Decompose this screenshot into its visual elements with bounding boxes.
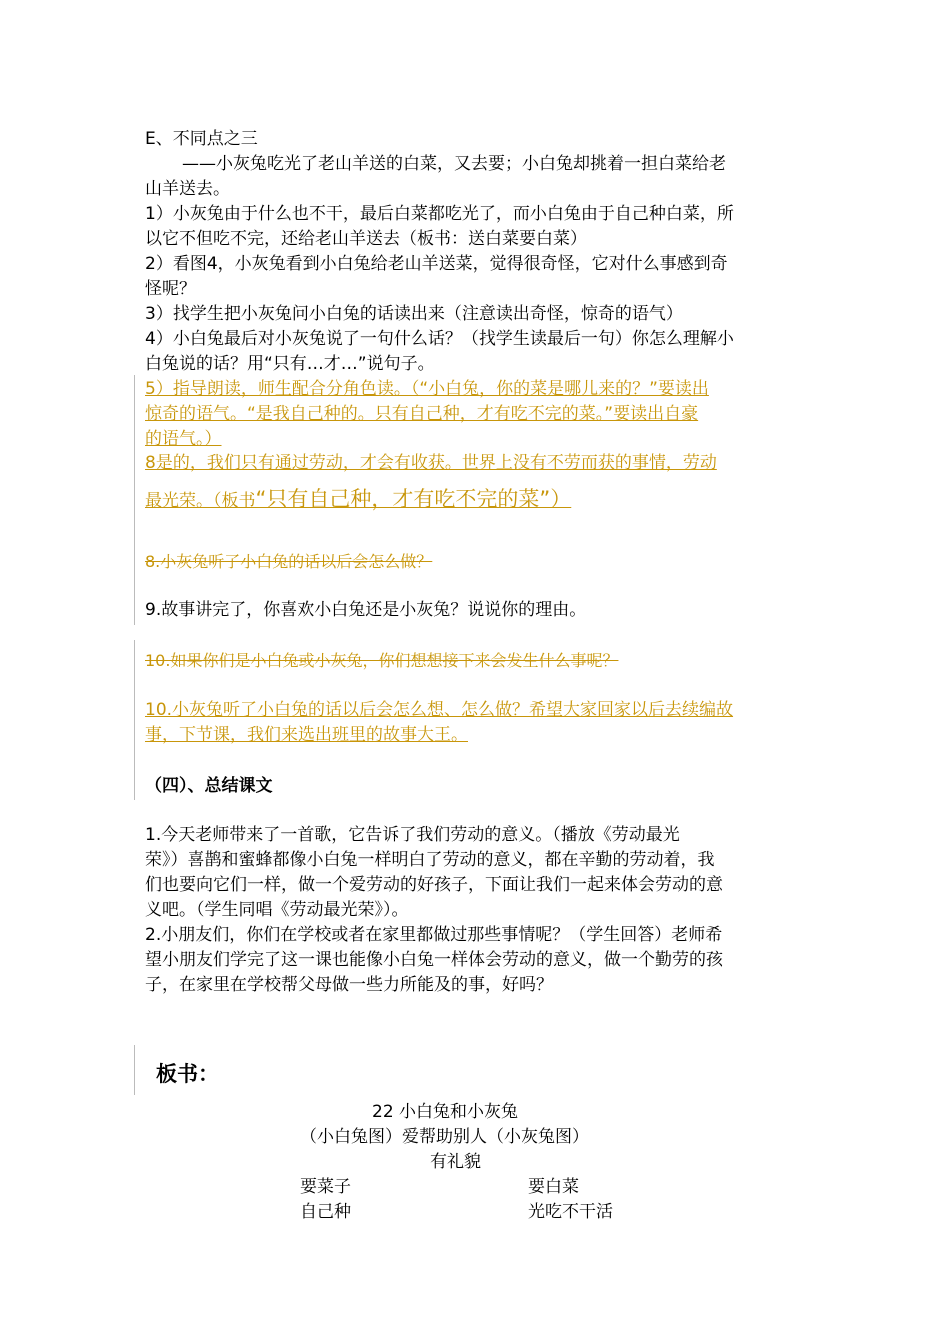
summary-p2-line2: 望小朋友们学完了这一课也能像小白兔一样体会劳动的意义，做一个勤劳的孩 (145, 950, 723, 970)
section-e-intro-line2: 山羊送去。 (145, 179, 230, 199)
item4-line1: 4）小白兔最后对小灰兔说了一句什么话？（找学生读最后一句）你怎么理解小 (145, 329, 734, 349)
item8-deleted: 8.小灰兔听了小白兔的话以后会怎么做？ (145, 552, 433, 571)
item9: 9.故事讲完了，你喜欢小白兔还是小灰兔？说说你的理由。 (145, 600, 587, 620)
section-four-heading: （四）、总结课文 (145, 776, 273, 796)
item5-line3: 的语气。） (145, 429, 222, 449)
item8a-line1: 8是的，我们只有通过劳动，才会有收获。世界上没有不劳而获的事情，劳动 (145, 453, 717, 473)
item10-deleted: 10.如果你们是小白兔或小灰兔，你们想想接下来会发生什么事呢？ (145, 651, 619, 670)
item4-line2: 白兔说的话？用“只有…才…”说句子。 (145, 354, 435, 374)
board-left1: 要菜子 (300, 1177, 351, 1197)
summary-p1-line1: 1.今天老师带来了一首歌，它告诉了我们劳动的意义。（播放《劳动最光 (145, 825, 680, 845)
item8a-line2 (145, 487, 571, 514)
summary-p1-line4: 义吧。（学生同唱《劳动最光荣》）。 (145, 900, 409, 920)
section-e-intro-line1: ——小灰兔吃光了老山羊送的白菜，又去要；小白兔却挑着一担白菜给老 (182, 154, 726, 174)
summary-p2-line3: 子，在家里在学校帮父母做一些力所能及的事，好吗？ (145, 975, 553, 995)
board-right1: 要白菜 (528, 1177, 579, 1197)
summary-p2-line1: 2.小朋友们，你们在学校或者在家里都做过那些事情呢？（学生回答）老师希 (145, 925, 723, 945)
board-title: 22 小白兔和小灰兔 (372, 1102, 519, 1122)
board-heading: 板书： (156, 1062, 219, 1086)
revision-bar (134, 375, 135, 625)
board-left2: 自己种 (300, 1202, 351, 1222)
board-bar (134, 1045, 135, 1095)
item3: 3）找学生把小灰兔问小白兔的话读出来（注意读出奇怪，惊奇的语气） (145, 304, 683, 324)
board-row2: 有礼貌 (430, 1152, 481, 1172)
item10-line2: 事，下节课，我们来选出班里的故事大王。 (145, 725, 468, 745)
board-row1: （小白兔图）爱帮助别人（小灰兔图） (300, 1127, 589, 1147)
item2-line1: 2）看图4，小灰兔看到小白兔给老山羊送菜，觉得很奇怪，它对什么事感到奇 (145, 254, 728, 274)
item8a-line2-part1: 最光荣。（板书 (145, 491, 256, 511)
section-e-heading: E、不同点之三 (145, 129, 258, 149)
summary-p1-line2: 荣》）喜鹊和蜜蜂都像小白兔一样明白了劳动的意义，都在辛勤的劳动着，我 (145, 850, 715, 870)
item8a-line2-part2: “只有自己种，才有吃不完的菜”） (255, 487, 572, 511)
item2-line2: 怪呢？ (145, 279, 196, 299)
item5-line1: 5）指导朗读，师生配合分角色读。（“小白兔，你的菜是哪儿来的？”要读出 (145, 379, 709, 399)
item10-line1: 10.小灰兔听了小白兔的话以后会怎么想、怎么做？希望大家回家以后去续编故 (145, 700, 734, 720)
item1-line1: 1）小灰兔由于什么也不干，最后白菜都吃光了，而小白兔由于自己种白菜，所 (145, 204, 734, 224)
board-right2: 光吃不干活 (528, 1202, 613, 1222)
summary-p1-line3: 们也要向它们一样，做一个爱劳动的好孩子，下面让我们一起来体会劳动的意 (145, 875, 723, 895)
item1-line2: 以它不但吃不完，还给老山羊送去（板书：送白菜要白菜） (145, 229, 587, 249)
revision-bar-2 (134, 640, 135, 800)
item5-line2: 惊奇的语气。“是我自己种的。只有自己种，才有吃不完的菜。”要读出自豪 (145, 404, 699, 424)
